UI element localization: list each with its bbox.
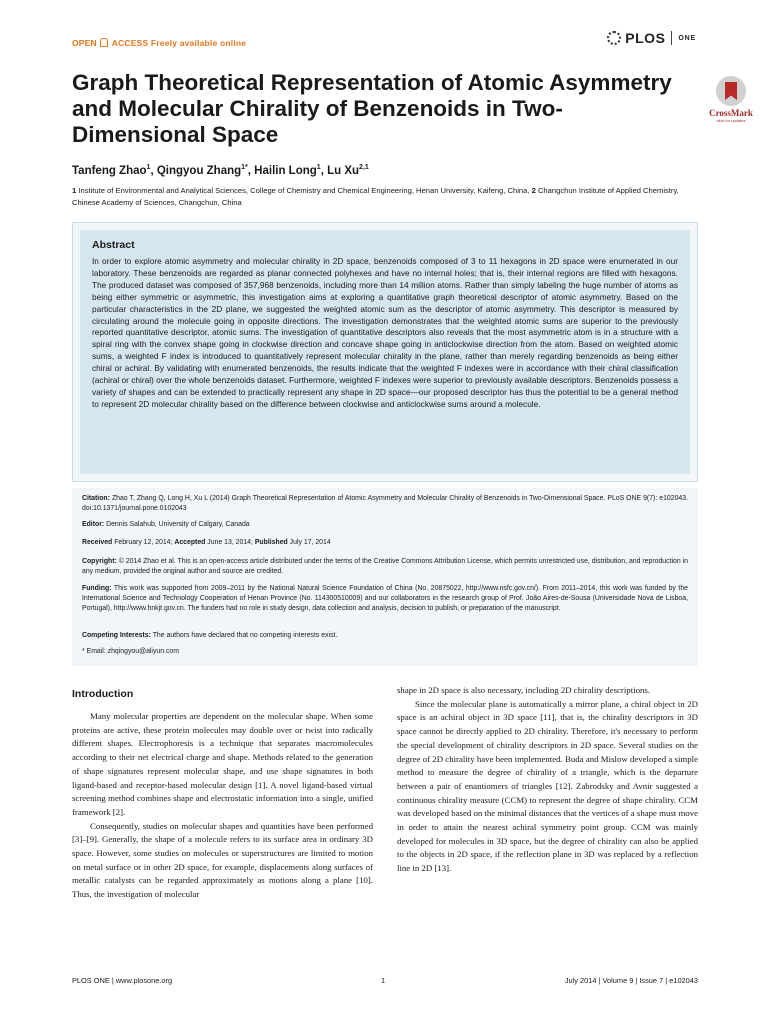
affiliations	[72, 185, 698, 209]
author-affil: 1*	[241, 164, 248, 171]
author-affil: 1	[146, 164, 151, 171]
access-label: ACCESS Freely available online	[111, 38, 247, 48]
journal-logo[interactable]	[607, 30, 696, 46]
affil-text: Changchun Institute of Applied Chemistry, Chinese Academy of Sciences, Changchun, China	[72, 186, 679, 207]
editor	[82, 520, 688, 530]
copyright-label: Copyright:	[82, 558, 117, 565]
journal-brand: PLOS	[625, 30, 666, 46]
author-name: Hailin Long	[254, 164, 317, 177]
paragraph: Many molecular properties are dependent on the molecular shape. When some proteins are active, these protein molecules may double over or twist into radically different shapes. Electrophoresis is a technique that separates macromolecules according to their net electrical charge and shape. Methods related to the generation of shape signatures represent molecular shape, and use shape signatures in both ligand-based and receptor-based molecular design [1]. A novel ligand-based virtual screening method combines shape and electrostatic information into a single, unified framework [2].	[72, 711, 373, 817]
abstract-body: In order to explore atomic asymmetry and molecular chirality in 2D space, benzenoids composed of 3 to 11 hexagons in 2D space were enumerated in our laboratory. These benzenoids are regarded as planar connected polyhexes and have no internal holes; that is, their internal regions are filled with hexagons. The produced dataset was composed of 357,968 benzenoids, including more than 14 million atoms. Rather than simply labeling the huge number of atoms as being either symmetric or asymmetric, this investigation aims at exploring a quantitative graph theoretical descriptor of atomic asymmetry. Based on the particular characteristics in the 2D plane, we suggested the weighted atomic sum as the descriptor of atomic asymmetry. This descriptor is measured by circulating around the molecule going in opposite directions. The investigation demonstrates that the weighted atomic sums are superior to the previously reported quantitative descriptor, atomic sums. The investigation of quantitative descriptors also reveals that the most asymmetric atom is in a structure with a spiral ring with the convex shape going in clockwise direction and concave shape going in anticlockwise direction from the atom. Based on weighted atomic sums, a weighted F index is introduced to quantitatively represent molecular chirality in the plane, rather than merely regarding benzenoids as being either chiral or achiral. By validating with enumerated benzenoids, the results indicate that the weighted F indexes were in accordance with their chiral classification (achiral or chiral) over the whole benzenoids dataset. Furthermore, weighted F indexes were superior to previously available descriptors. Benzenoids possess a variety of shapes and can be extended to practically represent any shape in 2D space—our proposed descriptor has thus the potential to be a general method to represent 2D molecular chirality based on the difference between clockwise and anticlockwise sums around a molecule.	[92, 256, 678, 409]
open-access-banner	[72, 38, 246, 48]
citation-text: Zhao T, Zhang Q, Long H, Xu L (2014) Graph Theoretical Representation of Atomic Asymmetry and Molecular Chirality of Benzenoids in Two-Dimensional Space. PLoS ONE 9(7): e102043. doi:10.1371/journal.pone.0102043	[82, 495, 688, 512]
funding-text: This work was supported from 2009–2011 by the National Natural Science Foundation of China (No. 20875022, http://www.nsfc.gov.cn/). From 2011–2014, this work was funded by the International Science and Technology Cooperation of Henan Province (No. 114300510009) and our collaborators in the research group of Prof. João Aires-de-Sousa (Universidade Nova de Lisboa, Portugal), http://www.hnkjt.gov.cn. The funders had no role in study design, data collection and analysis, decision to publish, or preparation of the manuscript.	[82, 585, 689, 612]
received-label: Received	[82, 539, 113, 546]
accepted-date: June 13, 2014;	[207, 539, 253, 546]
open-label: OPEN	[72, 38, 97, 48]
journal-subbrand: ONE	[678, 34, 696, 42]
author-list: Tanfeng Zhao$^1$, Qingyou Zhang$^{1*}$, Hailin Long$^1$, Lu Xu$^{2,1}$	[72, 164, 369, 177]
author-affil: 1	[316, 164, 321, 171]
received-date: February 12, 2014;	[114, 539, 173, 546]
competing-text: The authors have declared that no competing interests exist.	[152, 632, 338, 639]
author-affil: 2,1	[359, 164, 369, 171]
plos-logo-icon	[607, 31, 621, 45]
body-column-left	[72, 710, 373, 902]
author-name: Qingyou Zhang	[156, 164, 242, 177]
accepted-label: Accepted	[174, 539, 206, 546]
editor-label: Editor:	[82, 521, 105, 528]
author-name: Lu Xu	[327, 164, 360, 177]
affil-text: Institute of Environmental and Analytical Sciences, College of Chemistry and Chemical Engineering, Henan University, Kaifeng, China,	[78, 186, 530, 195]
competing-label: Competing Interests:	[82, 632, 151, 639]
funding-label: Funding:	[82, 585, 112, 592]
section-heading: Introduction	[72, 688, 134, 700]
published-label: Published	[254, 539, 288, 546]
footer-issue: July 2014 | Volume 9 | Issue 7 | e102043	[564, 976, 698, 985]
paragraph: Since the molecular plane is automatically a mirror plane, a chiral object in 2D space is an achiral object in 3D space [11], that is, the chirality descriptors in 3D space cannot be directly applied to 2D chirality. Therefore, it's necessary to perform the special development of chirality descriptors in 2D space. Several studies on the degree of 2D chirality have been implemented. Buda and Mislow developed a simple method to measure the degree of chirality of a triangle, which is the departure between a pair of enantiomers of triangles [12]. Zabrodsky and Avnir suggested a continuous chirality measure (CCM) to represent the degree of shape chirality. CCM was developed based on the minimal distances that the vertices of a shape must move in order to attain the nearest achiral symmetry point group. CCM was mainly developed for molecules in 3D space, but the degree of chirality can also be applied to the objects in 2D space, if the reflection plane in 3D was replaced by a reflection line in 2D [13].	[397, 698, 698, 874]
editor-text: Dennis Salahub, University of Calgary, Canada	[106, 521, 250, 528]
crossmark-sub: click for updates	[716, 118, 746, 123]
copyright	[82, 557, 688, 577]
affil-number: 2	[531, 186, 536, 195]
copyright-text: © 2014 Zhao et al. This is an open-access article distributed under the terms of the Creative Commons Attribution License, which permits unrestricted use, distribution, and reproduction in any medium, provided the original author and source are credited.	[82, 558, 688, 575]
abstract-heading: Abstract	[92, 239, 135, 251]
body-column-right	[397, 684, 698, 876]
paragraph: Consequently, studies on molecular shapes and quantities have been performed [3]–[9]. Generally, the shape of a molecule refers to its surface area in ordinary 3D space. However, some studies on molecules or superstructures are limited to motion on metal surface or in other 2D space, for example, displacements along surfaces of metallic catalysts can be regarded approximately as motions along a plane [10]. Thus, the investigation of molecular	[72, 820, 373, 900]
logo-divider	[671, 31, 672, 45]
crossmark-label: CrossMark	[709, 108, 753, 118]
footer-journal[interactable]: PLOS ONE | www.plosone.org	[72, 976, 173, 985]
lock-icon	[100, 38, 108, 47]
author-name: Tanfeng Zhao	[72, 164, 147, 177]
citation	[82, 494, 688, 514]
dates	[82, 538, 688, 548]
paragraph: shape in 2D space is also necessary, including 2D chirality descriptions.	[397, 685, 651, 695]
corresponding-email[interactable]: * Email: zhqingyou@aliyun.com	[82, 648, 180, 655]
published-date: July 17, 2014	[289, 539, 331, 546]
crossmark-badge[interactable]	[706, 76, 756, 123]
article-title: Graph Theoretical Representation of Atomic Asymmetry and Molecular Chirality of Benzenoids in Two-Dimensional Space	[72, 70, 672, 147]
competing-interests	[82, 631, 688, 641]
affil-number: 1	[72, 186, 77, 195]
page-number: 1	[381, 976, 386, 985]
funding	[82, 584, 688, 614]
crossmark-icon	[716, 76, 746, 106]
citation-label: Citation:	[82, 495, 110, 502]
